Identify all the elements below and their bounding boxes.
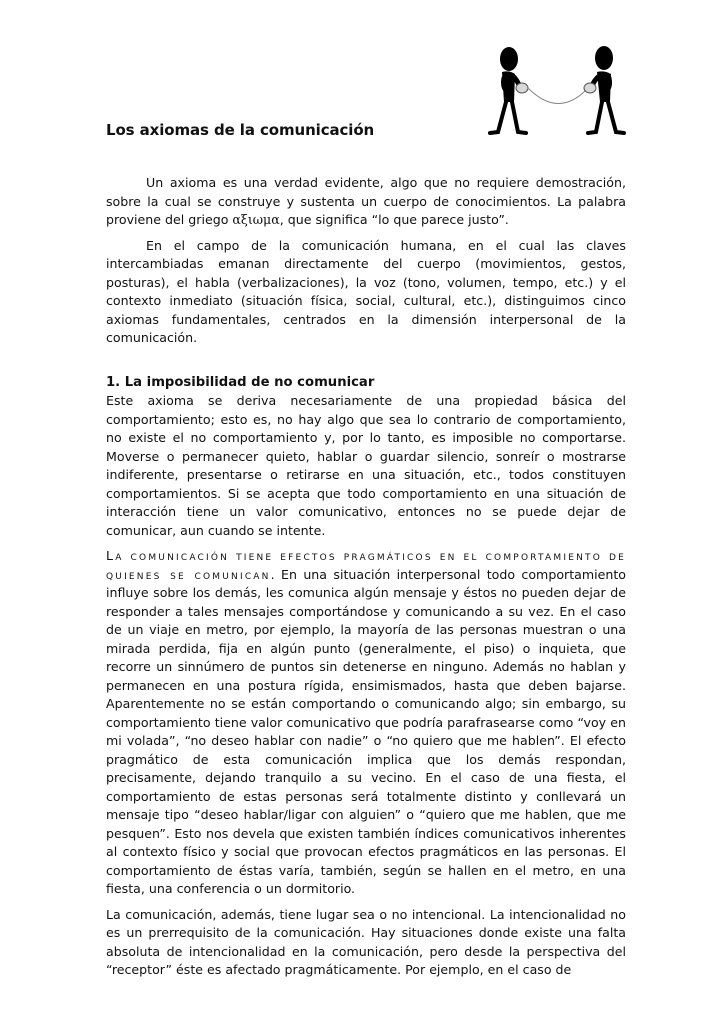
- section-heading: 1. La imposibilidad de no comunicar: [106, 374, 375, 390]
- section-paragraph-2: La comunicación tiene efectos pragmáticos en el comportamiento de quienes se comunican. En una situación interpersonal todo comportamiento influye sobre los demás, les comunica algún mensaje y éstos no pueden dejar de responder a tales mensajes comportándose y comunicando a su vez. En el caso de un viaje en metro, por ejemplo, la mayoría de las personas muestran o una mirada perdida, fija en algún punto (generalmente, el piso) o inquieta, que recorre un sinnúmero de puntos sin detenerse en ninguno. Además no hablan y permanecen en una postura rígida, ensimismados, hasta que deben bajarse. Aparentemente no se están comportando o comunicando algo; sin embargo, su comportamiento tiene valor comunicativo que podría parafrasearse como “voy en mi volada”, “no deseo hablar con nadie” o “no quiero que me hablen”. El efecto pragmático de esta comunicación implica que los demás respondan, precisamente, dejando tranquilo a su vecino. En el caso de una fiesta, el comportamiento de estas personas será totalmente distinto y conllevará un mensaje tipo “deseo hablar/ligar con alguien” o “quiero que me hablen, que me pesquen”. Esto nos devela que existen también índices comunicativos inherentes al contexto físico y social que provocan efectos pragmáticos en las personas. El comportamiento de éstas varía, también, según se hallen en el metro, en una fiesta, una conferencia o un dormitorio.: [106, 548, 626, 896]
- page-title: Los axiomas de la comunicación: [106, 121, 375, 139]
- tin-can-string: [528, 88, 586, 104]
- section-paragraph-3: La comunicación, además, tiene lugar sea o no intencional. La intencionalidad no es un prerrequisito de la comunicación. Hay situaciones donde existe una falta absoluta de intencionalidad en la comunicación, pero desde la perspectiva del “receptor” éste es afectado pragmáticamente. Por ejemplo, en el caso de: [106, 906, 626, 977]
- intro-paragraph-2: En el campo de la comunicación humana, en el cual las claves intercambiadas emanan directamente del cuerpo (movimientos, gestos, posturas), el habla (verbalizaciones), la voz (tono, volumen, tempo, etc.) y el contexto inmediato (situación física, social, cultural, etc.), distinguimos cinco axiomas fundamentales, centrados en la dimensión interpersonal de la comunicación.: [106, 237, 626, 345]
- section-paragraph-1: Este axioma se deriva necesariamente de una propiedad básica del comportamiento; esto es, no hay algo que sea lo contrario de comportamiento, no existe el no comportamiento y, por lo tanto, es imposible no comportarse. Moverse o permanecer quieto, hablar o guardar silencio, sonreír o mostrarse indiferente, presentarse o retirarse en una situación, etc., todos constituyen comportamientos. Si se acepta que todo comportamiento en una situación de interacción tiene un valor comunicativo, entonces no se puede dejar de comunicar, aun cuando se intente.: [106, 393, 626, 538]
- subheading-smallcaps: La comunicación tiene efectos pragmáticos en el comportamiento de quienes se comunican: [106, 548, 626, 582]
- document-body: [106, 174, 626, 987]
- intro-paragraph-1: Un axioma es una verdad evidente, algo que no requiere demostración, sobre la cual se construye y sustenta un cuerpo de conocimientos. La palabra proviene del griego αξιωμα, que significa “lo que parece justo”.: [106, 175, 626, 227]
- left-person-figure: [490, 47, 528, 133]
- two-people-tin-can-phone-illustration: [478, 44, 636, 140]
- right-person-figure: [584, 46, 624, 133]
- greek-word: αξιωμα: [232, 212, 280, 227]
